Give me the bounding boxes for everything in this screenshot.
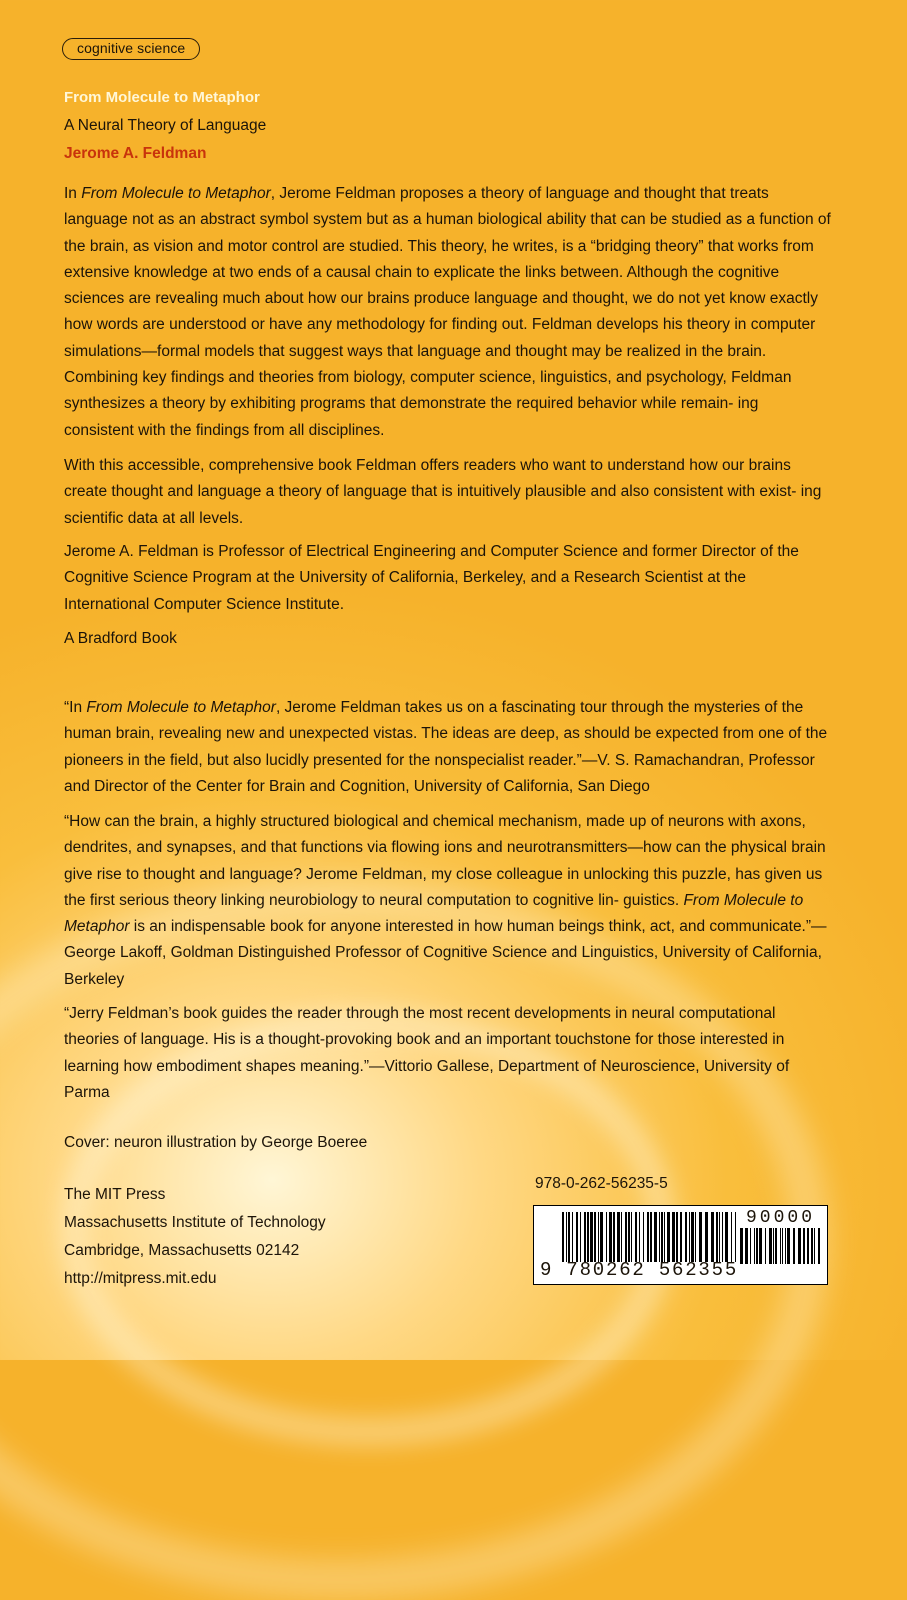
publisher-address: Cambridge, Massachusetts 02142 bbox=[64, 1242, 300, 1259]
description-paragraph-1: In From Molecule to Metaphor, Jerome Feldman proposes a theory of language and thought that treats language not as an abstract symbol system but as a human biological ability that can be studied as a function of the brain, as vision and motor control are studied. This theory, he writes, is a “bridging theory” that works from extensive knowledge at two ends of a causal chain to explicate the links between. Although the cognitive sciences are revealing much about how our brains produce language and thought, we do not yet know exactly how words are understood or have any methodology for finding out. Feldman develops his theory in computer simulations—formal models that suggest ways that language and thought may be realized in the brain. Combining key findings and theories from biology, computer science, linguistics, and psychology, Feldman synthesizes a theory by exhibiting programs that demonstrate the required behavior while remain- ing consistent with the findings from all disciplines. bbox=[64, 185, 831, 439]
publisher-institution: Massachusetts Institute of Technology bbox=[64, 1214, 326, 1231]
description-paragraph-2: With this accessible, comprehensive book Feldman offers readers who want to understand how our brains create thought and language a theory of language that is intuitively plausible and also consistent with exist- ing scientific data at all levels. bbox=[64, 457, 822, 527]
barcode-addon-number: 90000 bbox=[746, 1208, 816, 1228]
barcode-addon-bars bbox=[740, 1228, 820, 1264]
barcode-bars bbox=[562, 1212, 738, 1262]
blurb-ramachandran: “In From Molecule to Metaphor, Jerome Feldman takes us on a fascinating tour through the mysteries of the human brain, revealing new and unexpected vistas. The ideas are deep, as should be expected from one of the pioneers in the field, but also lucidly presented for the nonspecialist reader.”—V. S. Ramachandran, Professor and Director of the Center for Brain and Cognition, University of California, San Diego bbox=[64, 699, 828, 795]
publisher-name: The MIT Press bbox=[64, 1186, 166, 1203]
isbn-label: 978-0-262-56235-5 bbox=[535, 1175, 668, 1192]
book-title: From Molecule to Metaphor bbox=[64, 89, 260, 106]
book-author: Jerome A. Feldman bbox=[64, 145, 207, 162]
imprint: A Bradford Book bbox=[64, 630, 177, 647]
blurb-gallese: “Jerry Feldman’s book guides the reader through the most recent developments in neural computational theories of language. His is a thought-provoking book and an important touchstone for those interested in learning how embodiment shapes meaning.”—Vittorio Gallese, Department of Neuroscience, University of Parma bbox=[64, 1005, 790, 1101]
barcode bbox=[533, 1205, 828, 1285]
series-label: cognitive science bbox=[62, 38, 200, 60]
barcode-digits: 9 780262 562355 bbox=[540, 1259, 739, 1281]
publisher-block bbox=[64, 1181, 326, 1293]
book-subtitle: A Neural Theory of Language bbox=[64, 117, 267, 134]
cover-credit: Cover: neuron illustration by George Boeree bbox=[64, 1134, 368, 1151]
publisher-url: http://mitpress.mit.edu bbox=[64, 1270, 217, 1287]
blurb-lakoff: “How can the brain, a highly structured biological and chemical mechanism, made up of neurons with axons, dendrites, and synapses, and that functions via flowing ions and neurotransmitters—how can the physical brain give rise to thought and language? Jerome Feldman, my close colleague in unlocking this puzzle, has given us the first serious theory linking neurobiology to neural computation to cognitive lin- guistics. From Molecule to Metaphor is an indispensable book for anyone interested in how human beings think, act, and communicate.”—George Lakoff, Goldman Distinguished Professor of Cognitive Science and Linguistics, University of California, Berkeley bbox=[64, 813, 827, 988]
author-bio: Jerome A. Feldman is Professor of Electrical Engineering and Computer Science and former Director of the Cognitive Science Program at the University of California, Berkeley, and a Research Scientist at the International Computer Science Institute. bbox=[64, 543, 799, 613]
